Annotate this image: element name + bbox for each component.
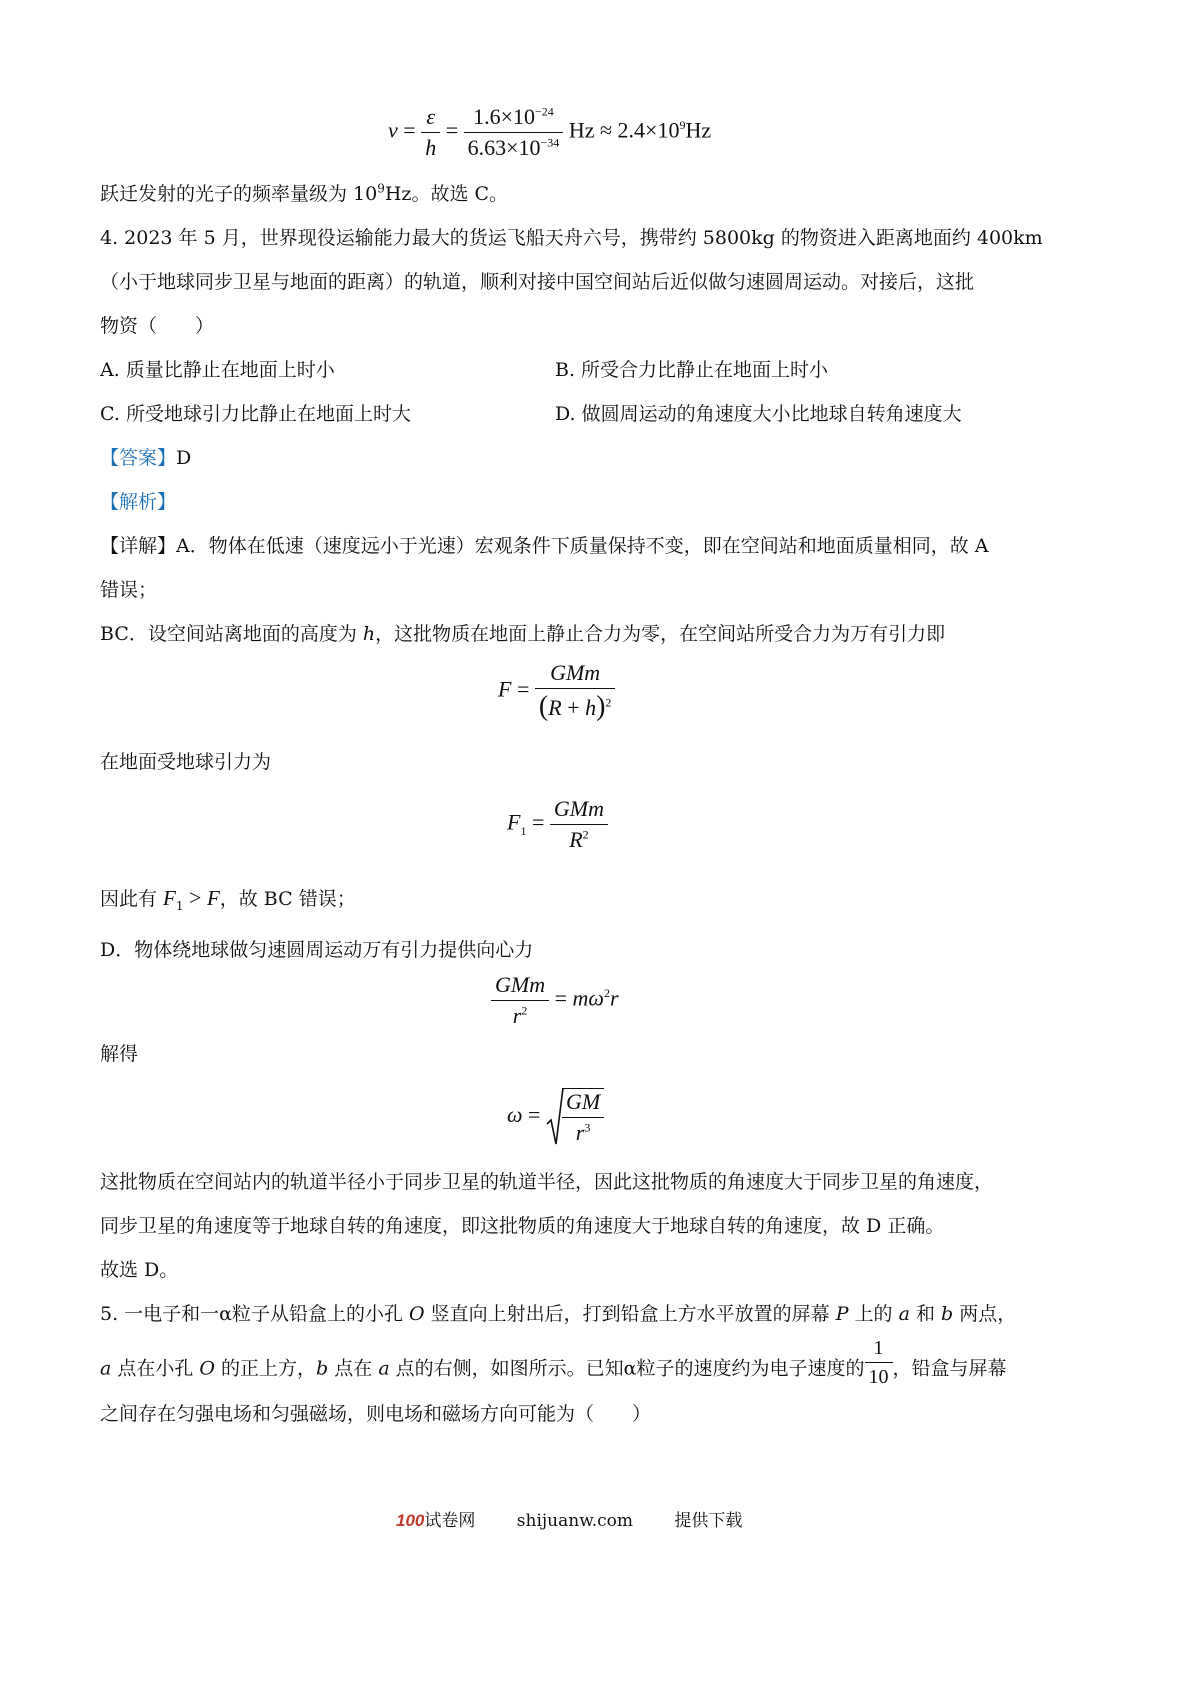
eps-over-h: $\frac{\varepsilon}{h}$ [421, 104, 440, 161]
formula-frequency: ν = $\frac{\varepsilon}{h}$ = $\frac{1.6\times 10^{-24}}{6.63\times 10^{-34}}$ $Hz \approx 2.4\times 10^9Hz$ [388, 104, 712, 160]
q4-stem-line2: （小于地球同步卫星与地面的距离）的轨道，顺利对接中国空间站后近似做匀速圆周运动。对接后，这批 [100, 271, 975, 293]
q4-detail-line2: 错误； [100, 579, 158, 601]
logo-100: 100 [396, 1511, 425, 1530]
page-footer [396, 1506, 742, 1531]
one-tenth-fraction: $\frac{1}{10}$ [865, 1336, 893, 1389]
q4-answer [100, 446, 191, 470]
q4-d-text: D．物体绕地球做匀速圆周运动万有引力提供向心力 [100, 939, 534, 961]
q4-choose: 故选 D。 [100, 1259, 179, 1281]
nu-symbol: ν [388, 117, 398, 143]
q4-therefore-line: 因此有 $F_1 > F$，故 BC 错误； [100, 885, 356, 913]
q4-option-c[interactable]: C. 所受地球引力比静止在地面上时大 [100, 403, 411, 425]
q4-conclusion-line2: 同步卫星的角速度等于地球自转的角速度，即这批物质的角速度大于地球自转的角速度，故 D 正确。 [100, 1215, 945, 1237]
answer-value: D [176, 447, 192, 469]
footer-tail: 提供下载 [674, 1511, 743, 1531]
q4-option-d[interactable]: D. 做圆周运动的角速度大小比地球自转角速度大 [555, 403, 962, 425]
q5-stem-line2: a 点在小孔 O 的正上方，b 点在 a 点的右侧，如图所示。已知α粒子的速度约为电子速度的 $\frac{1}{10}$ ，铅盒与屏幕 [100, 1337, 1007, 1388]
q5-stem-line3: 之间存在匀强电场和匀强磁场，则电场和磁场方向可能为（ ） [100, 1403, 652, 1425]
q4-stem-line3: 物资（ ） [100, 315, 215, 337]
footer-site-name: 试卷网 [424, 1511, 476, 1531]
numeric-fraction: $\frac{1.6\times 10^{-24}}{6.63\times 10^{-34}}$ [464, 104, 564, 161]
q4-solve-text: 解得 [100, 1043, 139, 1065]
q4-ground-text: 在地面受地球引力为 [100, 751, 272, 773]
formula-gravity-ground: $F_1$ = $\frac{\text{GMm}}{R^2}$ [507, 796, 608, 853]
q4-option-b[interactable]: B. 所受合力比静止在地面上时小 [555, 359, 829, 381]
formula-gravity-orbit: F = $\frac{\text{GMm}}{(R + h)^2}$ [498, 660, 615, 723]
q4-detail-line1: 【详解】A．物体在低速（速度远小于光速）宏观条件下质量保持不变，即在空间站和地面质量相同，故 A [100, 535, 989, 557]
q4-conclusion-line1: 这批物质在空间站内的轨道半径小于同步卫星的轨道半径，因此这批物质的角速度大于同步卫星的角速度， [100, 1171, 994, 1193]
q5-stem-line1: 5. 一电子和一α粒子从铅盒上的小孔 O 竖直向上射出后，打到铅盒上方水平放置的屏幕 P 上的 a 和 b 两点， [100, 1303, 1017, 1325]
q4-bc-line: BC．设空间站离地面的高度为 h，这批物质在地面上静止合力为零，在空间站所受合力为万有引力即 [100, 623, 946, 645]
answer-tag: 【答案】 [100, 447, 177, 469]
q4-stem-line1: 4. 2023 年 5 月，世界现役运输能力最大的货运飞船天舟六号，携带约 5800kg 的物资进入距离地面约 400km [100, 227, 1043, 249]
q4-option-a[interactable]: A. 质量比静止在地面上时小 [100, 359, 335, 381]
q3-conclusion: 跃迁发射的光子的频率量级为 $10^9Hz$。故选 C。 [100, 181, 509, 205]
formula-omega: ω = $\frac{GM}{r^3}$ [507, 1086, 604, 1148]
formula-centripetal: $\frac{\text{GMm}}{r^2}$ = $m\omega^2r$ [491, 972, 619, 1029]
analysis-tag: 【解析】 [100, 491, 177, 513]
footer-url[interactable]: shijuanw.com [516, 1511, 634, 1531]
